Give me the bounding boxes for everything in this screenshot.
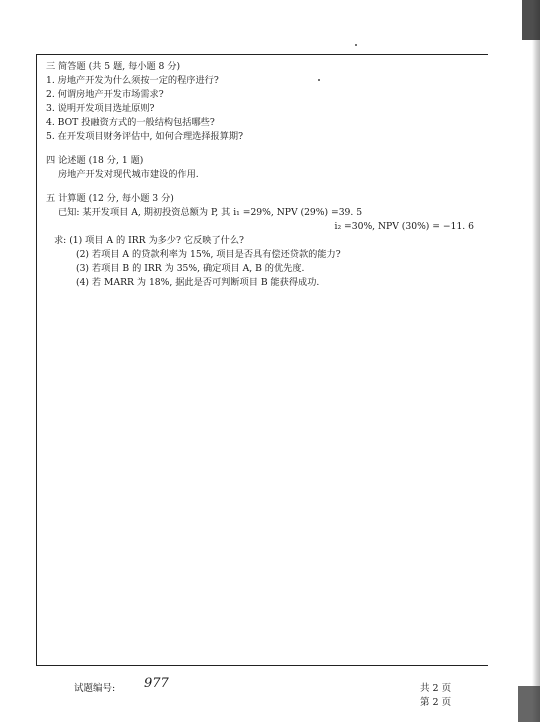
calc-question: (3) 若项目 B 的 IRR 为 35%, 确定项目 A, B 的优先度. bbox=[76, 263, 305, 274]
exam-code-label: 试题编号: bbox=[74, 683, 116, 694]
total-pages: 共 2 页 bbox=[420, 683, 452, 694]
section3-heading: 三 简答题 (共 5 题, 每小题 8 分) bbox=[46, 61, 181, 72]
given-conditions: 已知: 某开发项目 A, 期初投资总额为 P, 其 i₁ =29%, NPV (29%) =39. 5 bbox=[58, 207, 363, 218]
section-gap bbox=[46, 182, 476, 192]
scan-speck bbox=[355, 44, 357, 46]
section5-heading: 五 计算题 (12 分, 每小题 3 分) bbox=[46, 193, 174, 204]
scan-edge-shadow bbox=[532, 0, 540, 722]
page-footer bbox=[0, 676, 540, 716]
calc-question: (2) 若项目 A 的贷款利率为 15%, 项目是否具有偿还贷款的能力? bbox=[76, 249, 341, 260]
given-conditions-cont: i₂ =30%, NPV (30%) = −11. 6 bbox=[334, 221, 474, 232]
exam-content bbox=[46, 60, 476, 290]
question-item: 4. BOT 投融资方式的一般结构包括哪些? bbox=[46, 117, 215, 128]
page-number: 第 2 页 bbox=[420, 697, 452, 708]
question-item: 2. 何谓房地产开发市场需求? bbox=[46, 89, 164, 100]
section-gap bbox=[46, 144, 476, 154]
question-item: 1. 房地产开发为什么须按一定的程序进行? bbox=[46, 75, 219, 86]
calc-question: (4) 若 MARR 为 18%, 据此是否可判断项目 B 能获得成功. bbox=[76, 277, 320, 288]
question-item: 5. 在开发项目财务评估中, 如何合理选择报算期? bbox=[46, 131, 244, 142]
section4-heading: 四 论述题 (18 分, 1 题) bbox=[46, 155, 144, 166]
essay-question: 房地产开发对现代城市建设的作用. bbox=[58, 169, 199, 180]
scan-corner-mark-top bbox=[522, 0, 540, 40]
calc-question: 求: (1) 项目 A 的 IRR 为多少? 它反映了什么? bbox=[54, 235, 244, 246]
question-item: 3. 说明开发项目选址原则? bbox=[46, 103, 155, 114]
exam-code-value: 977 bbox=[144, 676, 169, 691]
